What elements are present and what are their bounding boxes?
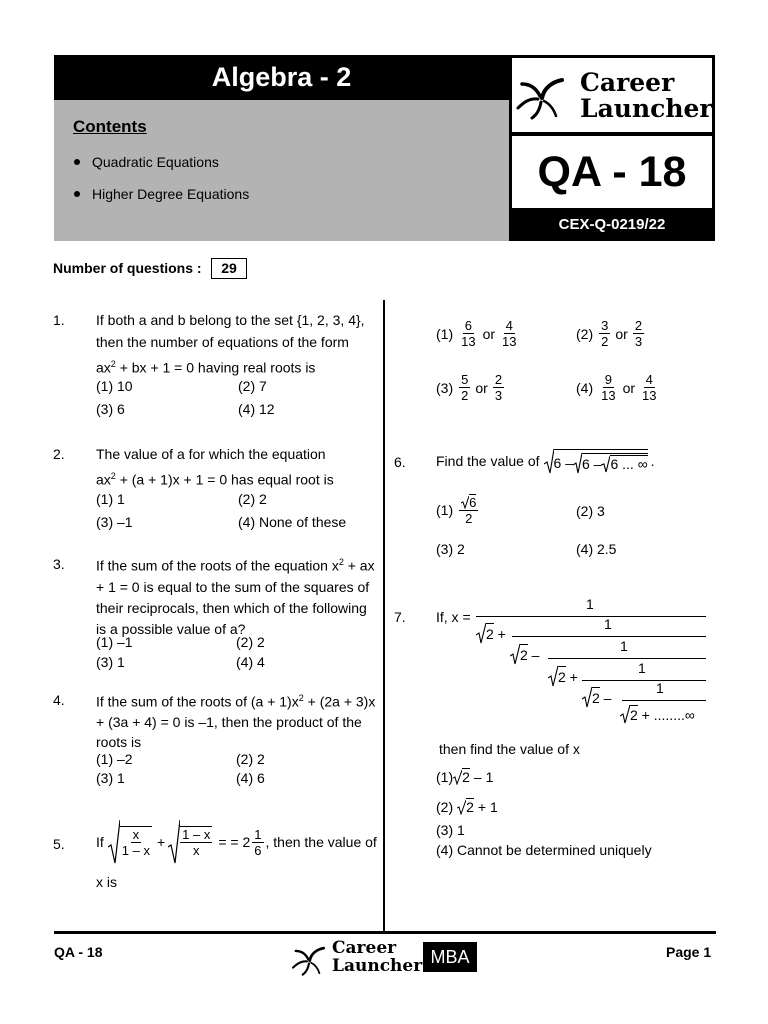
brand-logo <box>512 58 712 132</box>
num-questions-label: Number of questions : <box>53 260 202 276</box>
continued-fraction: 1 2 + 1 2 – 1 2 + 1 2 – 1 2 + ........∞ <box>470 596 710 726</box>
option: (4) 4 <box>236 654 265 670</box>
sqrt-icon <box>573 452 582 474</box>
question-5-text: If $\frac{x}{1 - x}$ + $\frac{1 - x}{x}$ = = 2 $\frac{1}{6}$ , then the value of <box>96 818 377 866</box>
option: (4) 12 <box>238 401 275 417</box>
sqrt-icon <box>510 643 520 665</box>
option: (1) $\frac{6}{13}$ or $\frac{4}{13}$ <box>436 318 517 349</box>
swirl-logo-icon <box>516 74 566 120</box>
question-number: 1. <box>53 312 65 328</box>
option: (1) 1 <box>96 491 125 507</box>
footer-module-code: QA - 18 <box>54 944 103 960</box>
question-6-text: Find the value of 6 – 6 – 6 ... ∞ . <box>436 446 655 476</box>
option: (2) $\frac{3}{2}$ or $\frac{2}{3}$ <box>576 318 643 349</box>
option: (2) 2 <box>236 634 265 650</box>
question-number: 2. <box>53 446 65 462</box>
fraction-bar <box>476 616 706 617</box>
question-7-text: then find the value of x <box>439 741 580 757</box>
question-number: 7. <box>394 609 406 625</box>
contents-item: Higher Degree Equations <box>74 186 249 202</box>
option: (2) 2 + 1 <box>436 798 498 815</box>
sqrt-icon <box>548 665 558 687</box>
question-number: 5. <box>53 836 65 852</box>
option: (3) 6 <box>96 401 125 417</box>
question-1-text: If both a and b belong to the set {1, 2, 3, 4}, then the number of equations of the form $ax^2$ + bx + 1 = 0 having real roots is <box>96 312 365 376</box>
sqrt-icon <box>168 819 180 865</box>
option: (1) –2 <box>96 751 133 767</box>
sqrt-icon <box>620 704 630 724</box>
brand-name-line2: Launcher <box>580 94 713 123</box>
question-number: 3. <box>53 556 65 572</box>
option: (4) $\frac{9}{13}$ or $\frac{4}{13}$ <box>576 372 657 403</box>
question-7-lead: If, x = <box>436 609 471 625</box>
contents-heading: Contents <box>73 117 147 136</box>
option: (3) 1 <box>436 822 465 838</box>
option: (1) $\frac{6}{2}$ <box>436 495 477 526</box>
question-4-text: If the sum of the roots of $(a + 1)x^2 + (2a + 3)x$ + (3a + 4) = 0 is –1, then the product of the roots is <box>96 693 376 750</box>
option: (3) 1 <box>96 654 125 670</box>
option: (4) None of these <box>238 514 347 530</box>
option: (3) 1 <box>96 770 125 786</box>
sqrt-icon <box>476 622 486 644</box>
option: (4) Cannot be determined uniquely <box>436 842 652 858</box>
fraction-bar <box>582 680 706 681</box>
option: (2) 3 <box>576 503 605 519</box>
document-code: CEX-Q-0219/22 <box>558 216 666 233</box>
module-code: QA - 18 <box>512 136 712 208</box>
option: (1) 2 – 1 <box>436 768 494 785</box>
contents-item: Quadratic Equations <box>74 154 219 170</box>
option: (1) 10 <box>96 378 133 394</box>
sqrt-icon <box>544 448 554 474</box>
footer-rule <box>54 931 716 934</box>
question-number: 6. <box>394 454 406 470</box>
option: (2) 2 <box>236 751 265 767</box>
fraction-bar <box>622 700 706 701</box>
column-divider <box>383 300 385 932</box>
fraction-bar <box>512 636 706 637</box>
sqrt-icon <box>601 455 610 473</box>
question-2-text: The value of a for which the equation $ax^2 + (a + 1)x + 1 = 0$ has equal root is <box>96 446 334 488</box>
option: (4) 2.5 <box>576 541 617 557</box>
sqrt-icon <box>453 769 462 785</box>
question-3-text: If the sum of the roots of the equation $x^2$ + ax + 1 = 0 is equal to the sum of the squares of their reciprocals, then which of the following is a possible value of a? <box>96 557 375 637</box>
sqrt-icon <box>461 495 469 509</box>
option: (2) 7 <box>238 378 267 394</box>
option: (4) 6 <box>236 770 265 786</box>
page-title: Algebra - 2 <box>54 55 509 100</box>
bullet-icon <box>74 159 80 165</box>
bullet-icon <box>74 191 80 197</box>
option: (3) 2 <box>436 541 465 557</box>
option: (2) 2 <box>238 491 267 507</box>
brand-name-line1: Career <box>580 68 675 97</box>
page-number: Page 1 <box>666 944 712 960</box>
footer-brand-line2: Launcher <box>332 956 423 976</box>
fraction-bar <box>548 658 706 659</box>
sqrt-icon <box>457 799 466 815</box>
option: (3) $\frac{5}{2}$ or $\frac{2}{3}$ <box>436 372 503 403</box>
swirl-logo-icon <box>290 944 328 976</box>
sqrt-icon <box>108 819 120 865</box>
option: (1) –1 <box>96 634 133 650</box>
question-5-text-cont: x is <box>96 874 117 890</box>
option: (3) –1 <box>96 514 133 530</box>
footer-brand-line1: Career <box>332 938 397 958</box>
program-tag: MBA <box>423 942 477 972</box>
sqrt-icon <box>582 686 592 708</box>
num-questions-value: 29 <box>211 258 247 279</box>
question-number: 4. <box>53 692 65 708</box>
